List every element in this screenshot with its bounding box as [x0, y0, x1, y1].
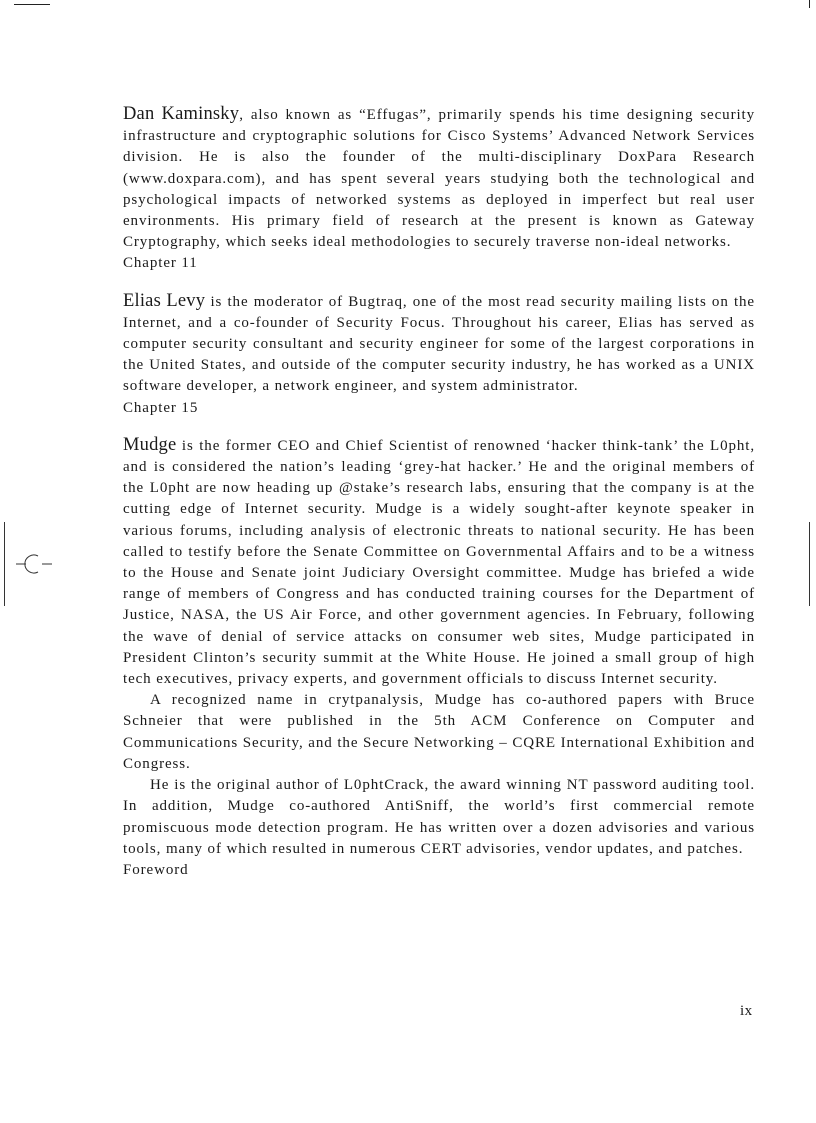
contributor-name: Mudge — [123, 434, 177, 455]
bio-paragraph — [123, 291, 755, 398]
chapter-reference: Chapter 15 — [123, 399, 199, 416]
bio-paragraph — [123, 435, 755, 690]
bio-mudge — [123, 435, 755, 881]
bio-elias-levy — [123, 291, 755, 419]
contributor-name: Dan Kaminsky — [123, 104, 240, 124]
bio-dan-kaminsky — [123, 104, 755, 275]
contributor-bios — [123, 104, 755, 897]
bio-paragraph: He is the original author of L0phtCrack, the award winning NT password auditing tool. In addition, Mudge co-authored AntiSniff, the world’s first commercial remote promiscuous mode detection program. He has written over a dozen advisories and various tools, many of which resulted in numerous CERT advisories, vendor updates, and patches. — [123, 777, 755, 857]
margin-line-left — [4, 522, 5, 606]
chapter-reference: Foreword — [123, 861, 189, 878]
bio-text: is the former CEO and Chief Scientist of renowned ‘hacker think-tank’ the L0pht, and is considered the nation’s leading ‘grey-hat hacker.’ He and the original members of the L0pht are now heading up @stake’s research labs, ensuring that the company is at the cutting edge of Internet security. Mudge is a widely sought-after keynote speaker in various forums, including analysis of electronic threats to national security. He has been called to testify before the Senate Committee on Governmental Affairs and to be a witness to the House and Senate joint Judiciary Oversight committee. Mudge has briefed a wide range of members of Congress and has conducted training courses for the Department of Justice, NASA, the US Air Force, and other government agencies. In February, following the wave of denial of service attacks on consumer web sites, Mudge participated in President Clinton’s security summit at the White House. He joined a small group of high tech executives, privacy experts, and government officials to discuss Internet security. — [123, 437, 755, 688]
registration-mark-icon — [16, 552, 54, 576]
bio-text: , also known as “Effugas”, primarily spends his time designing security infrastructure and cryptographic solutions for Cisco Systems’ Advanced Network Services division. He is also the founder of the multi-disciplinary DoxPara Research (www.doxpara.com), and has spent several years studying both the technological and psychological impacts of networked systems as deployed in imperfect but real user environments. His primary field of research at the present is known as Gateway Cryptography, which seeks ideal methodologies to securely traverse non-ideal networks. — [123, 107, 755, 251]
bio-paragraph — [123, 104, 755, 253]
bio-paragraph: A recognized name in crytpanalysis, Mudge has co-authored papers with Bruce Schneier that were published in the 5th ACM Conference on Computer and Communications Security, and the Secure Networking – CQRE International Exhibition and Congress. — [123, 692, 755, 772]
chapter-reference: Chapter 11 — [123, 255, 198, 272]
bio-text: is the moderator of Bugtraq, one of the most read security mailing lists on the Internet, and a co-founder of Security Focus. Throughout his career, Elias has served as computer security consultant and security engineer for some of the largest corporations in the United States, and outside of the computer security industry, he has worked as a UNIX software developer, a network engineer, and system administrator. — [123, 293, 755, 395]
crop-mark-top-right — [809, 0, 810, 8]
contributor-name: Elias Levy — [123, 290, 206, 311]
margin-line-right — [809, 522, 810, 606]
crop-mark-top — [14, 4, 50, 5]
page-number: ix — [740, 1003, 753, 1019]
